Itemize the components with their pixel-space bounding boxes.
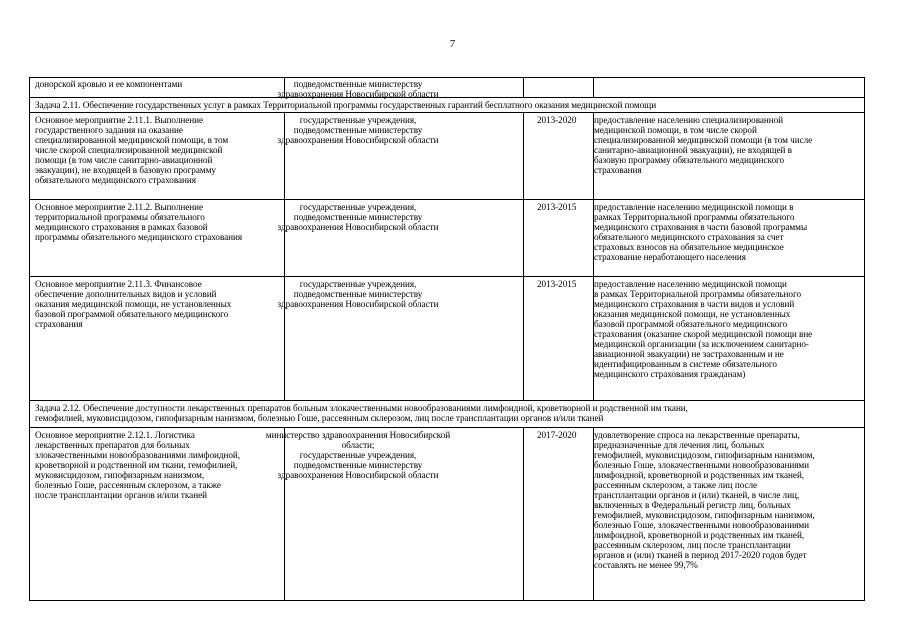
measure-name: Основное мероприятие 2.12.1. Логистика <box>35 430 195 440</box>
expected-result: специализированной медицинской помощи (в том числе <box>594 135 813 145</box>
executor-cell: подведомственные министерству <box>293 125 423 135</box>
column-border <box>284 112 285 400</box>
expected-result: рамках Территориальной программы обязательного <box>594 212 795 222</box>
executor-cell: области; <box>341 440 375 450</box>
executor-cell: подведомственные министерству <box>293 79 423 89</box>
row-border <box>29 276 865 277</box>
expected-result: гемофилией, муковисцидозом, гипофизарным нанизмом, <box>594 510 815 520</box>
expected-result: органов и (или) тканей в период 2017-2020 годов будет <box>594 550 807 560</box>
task-heading: гемофилией, муковисцидозом, гипофизарным нанизмом, болезнью Гоше, рассеянным склерозом, лиц после трансплантации органов и/или тканей <box>35 413 604 423</box>
measure-name: кроветворной и родственной им ткани, гемофилией, <box>35 460 238 470</box>
measure-name: обеспечение дополнительных видов и условий <box>35 289 217 299</box>
measure-name: страхования <box>35 319 83 329</box>
row-border <box>29 400 865 401</box>
expected-result: предоставление населению медицинской помощи в <box>594 202 794 212</box>
expected-result: включенных в Федеральный регистр лиц, больных <box>594 500 791 510</box>
expected-result: трансплантации органов и (или) тканей, в числе лиц, <box>594 490 800 500</box>
expected-result: медицинского страхования в части видов и условий <box>594 299 795 309</box>
executor-cell: здравоохранения Новосибирской области <box>277 222 439 232</box>
executor-cell: государственные учреждения, <box>299 450 417 460</box>
expected-result: болезнью Гоше, злокачественными новообразованиями <box>594 520 810 530</box>
measure-name: программы обязательного медицинского страхования <box>35 232 243 242</box>
column-border <box>864 77 865 601</box>
measure-name: Основное мероприятие 2.11.2. Выполнение <box>35 202 204 212</box>
expected-result: идентифицированным в системе обязательного <box>594 359 777 369</box>
measure-name: эвакуации), не входящей в базовую программу <box>35 165 216 175</box>
expected-result: болезнью Гоше, злокачественными новообразованиями <box>594 460 810 470</box>
measure-name: оказания медицинской помощи, не установленных <box>35 299 232 309</box>
executor-cell: государственные учреждения, <box>299 115 417 125</box>
expected-result: лимфоидной, кроветворной и родственных им тканей, <box>594 470 805 480</box>
expected-result: авиационной эвакуации) не застрахованным и не <box>594 349 784 359</box>
expected-result: медицинской организации (за исключением санитарно- <box>594 339 809 349</box>
measure-name: медицинского страхования в рамках базовой <box>35 222 208 232</box>
task-heading: Задача 2.12. Обеспечение доступности лекарственных препаратов больным злокачественными новообразованиями лимфоидной, кроветворной и родственной им ткани, <box>35 403 688 413</box>
expected-result: рассеянным склерозом, лиц после трансплантации <box>594 540 791 550</box>
expected-result: в рамках Территориальной программы обязательного <box>594 289 802 299</box>
measure-name: обязательного медицинского страхования <box>35 175 196 185</box>
executor-cell: подведомственные министерству <box>293 212 423 222</box>
column-border <box>593 77 594 97</box>
row-border <box>29 199 865 200</box>
expected-result: предназначенные для лечения лиц, больных <box>594 440 765 450</box>
row-border <box>29 112 865 113</box>
expected-result: базовую программу обязательного медицинского <box>594 155 785 165</box>
expected-result: медицинского страхования в части базовой программы <box>594 222 808 232</box>
measure-name: болезнью Гоше, рассеянным склерозом, а также <box>35 480 221 490</box>
expected-result: страхование неработающего населения <box>594 252 746 262</box>
measure-name: донорской кровью и ее компонентами <box>35 79 183 89</box>
column-border <box>29 77 30 601</box>
expected-result: обязательного медицинского страхования за счет <box>594 232 784 242</box>
expected-result: лимфоидной, кроветворной и родственных им тканей, <box>594 530 805 540</box>
expected-result: удовлетворение спроса на лекарственные препараты, <box>594 430 800 440</box>
expected-result: медицинской помощи, в том числе скорой <box>594 125 757 135</box>
expected-result: предоставление населению специализированной <box>594 115 784 125</box>
measure-name: территориальной программы обязательного <box>35 212 205 222</box>
executor-cell: министерство здравоохранения Новосибирской <box>265 430 451 440</box>
expected-result: медицинского страхования гражданам) <box>594 369 746 379</box>
row-border <box>29 97 865 98</box>
period-cell: 2013-2020 <box>537 115 577 125</box>
column-border <box>523 427 524 601</box>
measure-name: после трансплантации органов и/или тканей <box>35 490 207 500</box>
executor-cell: подведомственные министерству <box>293 460 423 470</box>
measure-name: лекарственных препаратов для больных <box>35 440 190 450</box>
measure-name: государственного задания на оказание <box>35 125 183 135</box>
expected-result: оказания медицинской помощи, не установленных <box>594 309 791 319</box>
measure-name: помощи (в том числе санитарно-авиационной <box>35 155 213 165</box>
executor-cell: здравоохранения Новосибирской области <box>277 470 439 480</box>
measure-name: числе скорой специализированной медицинской <box>35 145 223 155</box>
row-border <box>29 427 865 428</box>
expected-result: составлять не менее 99,7% <box>594 560 698 570</box>
executor-cell: здравоохранения Новосибирской области <box>277 135 439 145</box>
executor-cell: здравоохранения Новосибирской области <box>277 89 439 99</box>
expected-result: страхования <box>594 165 642 175</box>
row-border <box>29 77 865 78</box>
expected-result: предоставление населению медицинской помощи <box>594 279 787 289</box>
expected-result: страхования (оказание скорой медицинской помощи вне <box>594 329 813 339</box>
page-number: 7 <box>449 38 456 50</box>
period-cell: 2017-2020 <box>537 430 577 440</box>
period-cell: 2013-2015 <box>537 202 577 212</box>
expected-result: страховых взносов на обязательное медицинское <box>594 242 784 252</box>
executor-cell: государственные учреждения, <box>299 202 417 212</box>
expected-result: базовой программой обязательного медицинского <box>594 319 788 329</box>
expected-result: рассеянным склерозом, а также лиц после <box>594 480 758 490</box>
task-heading: Задача 2.11. Обеспечение государственных услуг в рамках Территориальной программы государственных гарантий бесплатного оказания медицинской помощи <box>35 100 657 110</box>
measure-name: муковисцидозом, гипофизарным нанизмом, <box>35 470 205 480</box>
measure-name: базовой программой обязательного медицинского <box>35 309 229 319</box>
row-border <box>29 600 865 601</box>
program-measures-table <box>29 77 865 601</box>
measure-name: Основное мероприятие 2.11.1. Выполнение <box>35 115 204 125</box>
expected-result: гемофилией, муковисцидозом, гипофизарным нанизмом, <box>594 450 815 460</box>
executor-cell: здравоохранения Новосибирской области <box>277 299 439 309</box>
measure-name: специализированной медицинской помощи, в том <box>35 135 229 145</box>
measure-name: злокачественными новообразованиями лимфоидной, <box>35 450 241 460</box>
period-cell: 2013-2015 <box>537 279 577 289</box>
executor-cell: подведомственные министерству <box>293 289 423 299</box>
column-border <box>523 77 524 97</box>
column-border <box>523 112 524 400</box>
measure-name: Основное мероприятие 2.11.3. Финансовое <box>35 279 202 289</box>
column-border <box>284 427 285 601</box>
executor-cell: государственные учреждения, <box>299 279 417 289</box>
expected-result: санитарно-авиационной эвакуации), не входящей в <box>594 145 792 155</box>
